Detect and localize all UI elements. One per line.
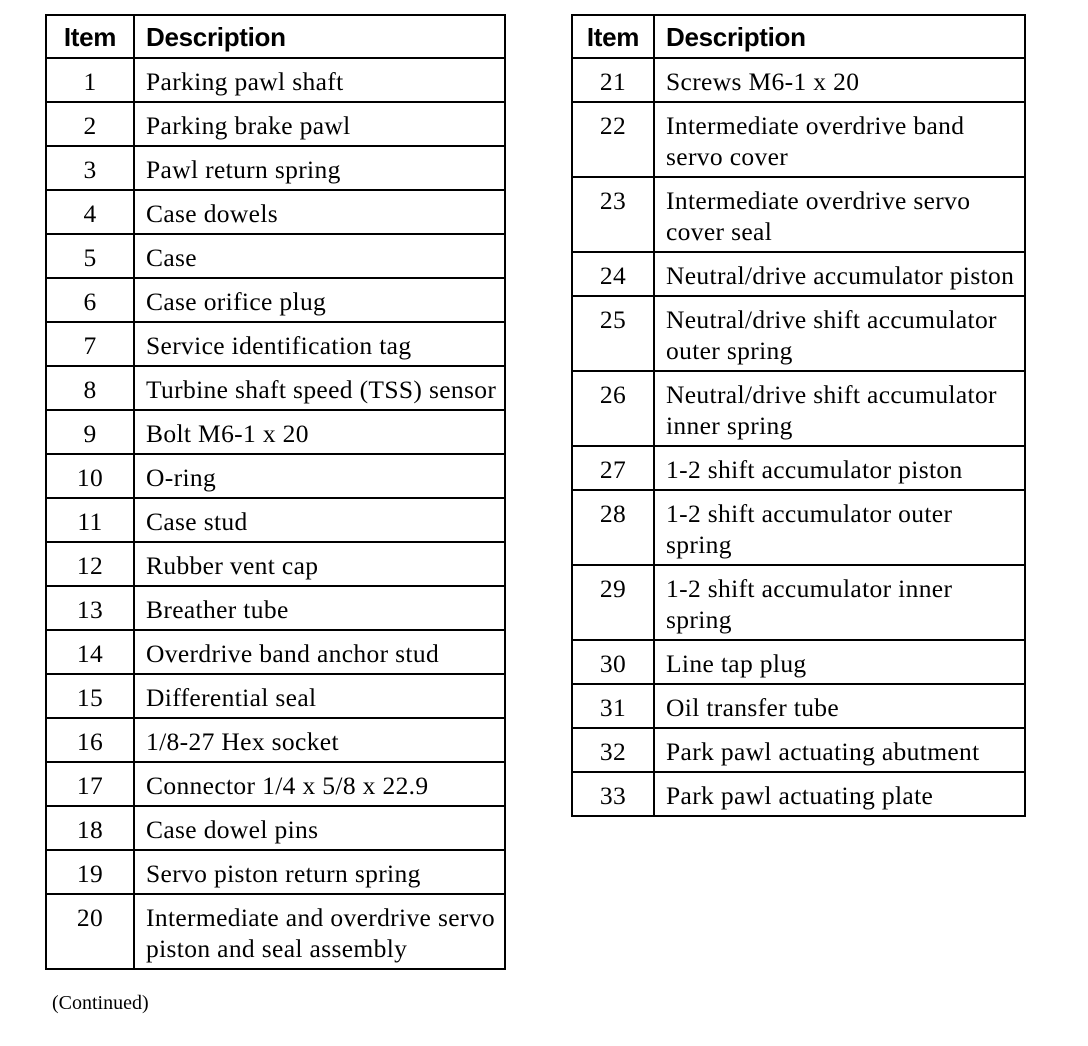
item-number: 10 [46,454,134,498]
item-description: Oil transfer tube [654,684,1025,728]
item-description: Parking brake pawl [134,102,505,146]
table-row [572,446,1025,490]
item-number: 19 [46,850,134,894]
table-header-row [46,15,505,58]
item-number: 12 [46,542,134,586]
item-number: 30 [572,640,654,684]
item-number: 28 [572,490,654,565]
item-description: Neutral/drive shift accumulator inner spring [654,371,1025,446]
item-description: Case orifice plug [134,278,505,322]
table-row [572,252,1025,296]
item-description: 1-2 shift accumulator outer spring [654,490,1025,565]
table-row [46,630,505,674]
item-description: Bolt M6-1 x 20 [134,410,505,454]
item-number: 1 [46,58,134,102]
item-number: 20 [46,894,134,969]
item-description: Servo piston return spring [134,850,505,894]
table-row [46,102,505,146]
table-row [572,371,1025,446]
continued-note: (Continued) [52,992,149,1014]
item-number: 15 [46,674,134,718]
item-description: Park pawl actuating plate [654,772,1025,816]
table-row [572,772,1025,816]
item-description: Parking pawl shaft [134,58,505,102]
item-number: 31 [572,684,654,728]
item-description: Differential seal [134,674,505,718]
parts-table-right [571,14,1026,817]
column-header-item: Item [572,15,654,58]
item-number: 18 [46,806,134,850]
table-row [46,542,505,586]
table-row [46,366,505,410]
item-number: 29 [572,565,654,640]
column-header-item: Item [46,15,134,58]
table-row [572,102,1025,177]
table-row [46,850,505,894]
item-number: 22 [572,102,654,177]
item-description: Rubber vent cap [134,542,505,586]
item-description: Breather tube [134,586,505,630]
table-row [572,490,1025,565]
item-description: Intermediate and overdrive servo piston and seal assembly [134,894,505,969]
table-row [46,454,505,498]
item-description: 1-2 shift accumulator inner spring [654,565,1025,640]
item-number: 33 [572,772,654,816]
table-row [46,234,505,278]
item-description: Case dowel pins [134,806,505,850]
parts-table-left [45,14,506,970]
item-description: Service identification tag [134,322,505,366]
parts-rows-left [46,58,505,969]
table-row [572,565,1025,640]
item-number: 4 [46,190,134,234]
item-description: Line tap plug [654,640,1025,684]
column-header-description: Description [134,15,505,58]
item-number: 17 [46,762,134,806]
item-number: 3 [46,146,134,190]
table-row [46,146,505,190]
table-row [572,728,1025,772]
item-description: Intermediate overdrive band servo cover [654,102,1025,177]
item-number: 32 [572,728,654,772]
item-number: 5 [46,234,134,278]
item-number: 25 [572,296,654,371]
item-number: 6 [46,278,134,322]
item-number: 26 [572,371,654,446]
item-description: Screws M6-1 x 20 [654,58,1025,102]
item-number: 23 [572,177,654,252]
item-description: 1/8-27 Hex socket [134,718,505,762]
table-row [572,296,1025,371]
item-description: Pawl return spring [134,146,505,190]
table-row [46,586,505,630]
item-number: 2 [46,102,134,146]
item-description: 1-2 shift accumulator piston [654,446,1025,490]
table-row [46,762,505,806]
item-description: Neutral/drive shift accumulator outer spring [654,296,1025,371]
parts-rows-right [572,58,1025,816]
table-row [572,58,1025,102]
item-number: 16 [46,718,134,762]
table-row [46,190,505,234]
item-description: Case dowels [134,190,505,234]
table-row [46,58,505,102]
item-description: Neutral/drive accumulator piston [654,252,1025,296]
table-row [46,278,505,322]
table-row [46,718,505,762]
table-row [572,684,1025,728]
table-row [572,640,1025,684]
item-number: 13 [46,586,134,630]
item-number: 11 [46,498,134,542]
column-header-description: Description [654,15,1025,58]
item-number: 14 [46,630,134,674]
item-number: 27 [572,446,654,490]
item-description: O-ring [134,454,505,498]
table-row [46,322,505,366]
item-number: 9 [46,410,134,454]
item-description: Turbine shaft speed (TSS) sensor [134,366,505,410]
item-number: 24 [572,252,654,296]
table-row [46,498,505,542]
table-row [572,177,1025,252]
item-description: Connector 1/4 x 5/8 x 22.9 [134,762,505,806]
table-row [46,410,505,454]
table-row [46,894,505,969]
item-description: Overdrive band anchor stud [134,630,505,674]
table-header-row [572,15,1025,58]
item-number: 21 [572,58,654,102]
item-description: Park pawl actuating abutment [654,728,1025,772]
item-description: Case stud [134,498,505,542]
item-number: 8 [46,366,134,410]
table-row [46,806,505,850]
item-number: 7 [46,322,134,366]
item-description: Case [134,234,505,278]
table-row [46,674,505,718]
item-description: Intermediate overdrive servo cover seal [654,177,1025,252]
